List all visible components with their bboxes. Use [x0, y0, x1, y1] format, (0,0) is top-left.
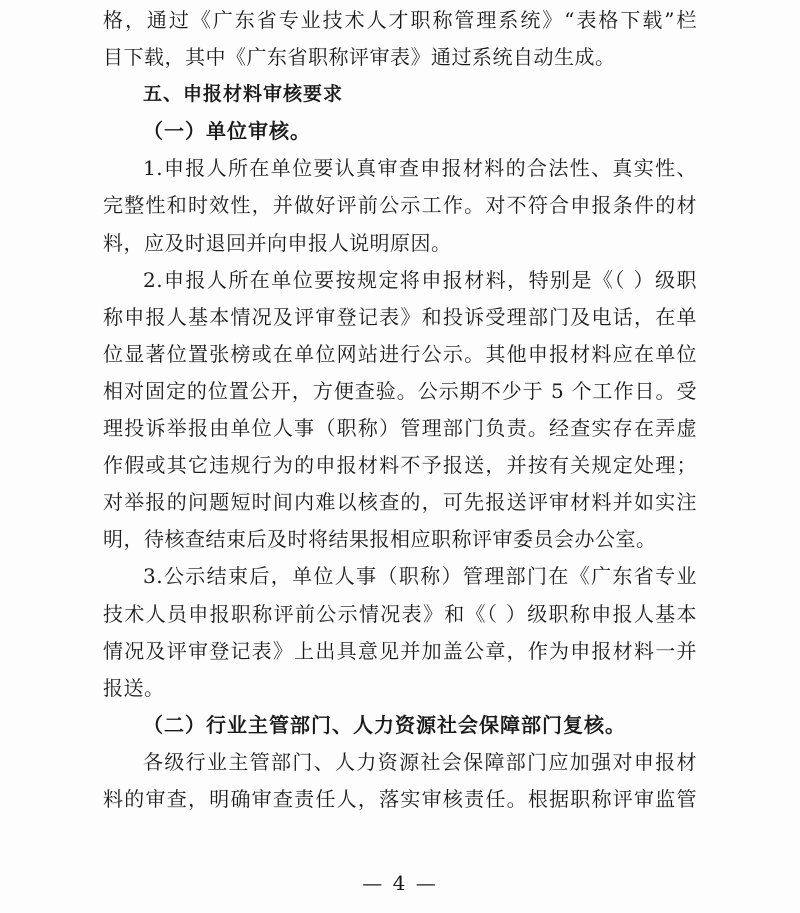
document-body [103, 2, 697, 818]
text-line: 技术人员申报职称评前公示情况表》和《（ ）级职称申报人基本 [103, 601, 697, 626]
text-line: 报送。 [103, 675, 165, 700]
section-heading: 五、申报材料审核要求 [143, 83, 344, 106]
text-line: 料的审查，明确审查责任人，落实审核责任。根据职称评审监管 [103, 786, 697, 811]
subsection-heading: （一）单位审核。 [143, 119, 311, 144]
paragraph-first-line: 1.申报人所在单位要认真审查申报材料的合法性、真实性、 [143, 156, 697, 181]
text-line: 格，通过《广东省专业技术人才职称管理系统》“表格下载”栏 [103, 8, 697, 32]
text-line: 情况及评审登记表》上出具意见并加盖公章，作为申报材料一并 [103, 638, 697, 663]
text-line: 明，待核查结束后及时将结果报相应职称评审委员会办公室。 [103, 527, 657, 552]
text-line: 位显著位置张榜或在单位网站进行公示。其他申报材料应在单位 [103, 341, 697, 366]
text-line: 对举报的问题短时间内难以核查的，可先报送评审材料并如实注 [103, 490, 697, 515]
text-line: 完整性和时效性，并做好评前公示工作。对不符合申报条件的材 [103, 193, 697, 218]
subsection-heading: （二）行业主管部门、人力资源社会保障部门复核。 [143, 712, 626, 737]
paragraph-first-line: 2.申报人所在单位要按规定将申报材料，特别是《（ ）级职 [143, 267, 697, 292]
text-line: 称申报人基本情况及评审登记表》和投诉受理部门及电话，在单 [103, 304, 697, 329]
text-line: 料，应及时退回并向申报人说明原因。 [103, 230, 452, 255]
text-line: 作假或其它违规行为的申报材料不予报送，并按有关规定处理； [103, 453, 697, 478]
text-line: 相对固定的位置公开，方便查验。公示期不少于 5 个工作日。受 [103, 378, 697, 403]
paragraph-first-line: 各级行业主管部门、人力资源社会保障部门应加强对申报材 [143, 749, 697, 774]
text-line: 理投诉举报由单位人事（职称）管理部门负责。经查实存在弄虚 [103, 416, 697, 441]
paragraph-first-line: 3.公示结束后，单位人事（职称）管理部门在《广东省专业 [143, 564, 697, 589]
text-line: 目下载，其中《广东省职称评审表》通过系统自动生成。 [103, 45, 616, 70]
page-number: — 4 — [362, 871, 438, 895]
